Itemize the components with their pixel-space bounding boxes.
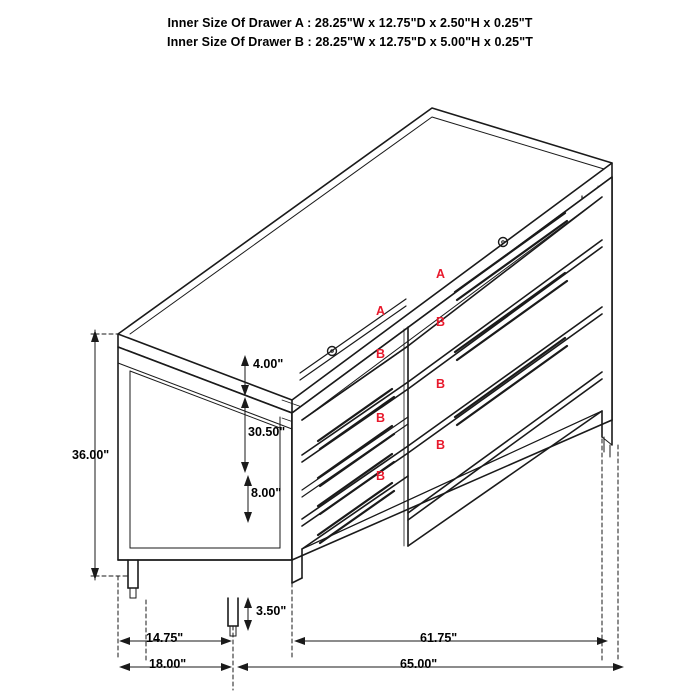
drawer-a-inner-size: Inner Size Of Drawer A : 28.25"W x 12.75"D x 2.50"H x 0.25"T [167,16,533,30]
dimension-top-drawer-face: 4.00" [253,357,284,371]
drawer-marker: B [436,315,446,329]
drawer-marker: B [436,377,446,391]
dimension-leg-height: 3.50" [256,604,287,618]
drawer-marker: B [376,347,386,361]
dimension-width-total: 65.00" [400,657,438,671]
dimension-width-front: 61.75" [420,631,458,645]
dimension-height-total: 36.00" [72,448,110,462]
dimension-depth-total: 18.00" [149,657,187,671]
dimension-depth-side: 14.75" [146,631,184,645]
dimension-drawer-stack: 30.50" [248,425,286,439]
dimension-bottom-drawer-face: 8.00" [251,486,282,500]
drawer-marker: B [436,438,446,452]
drawer-b-inner-size: Inner Size Of Drawer B : 28.25"W x 12.75"D x 5.00"H x 0.25"T [167,35,533,49]
drawer-marker: B [376,411,386,425]
drawer-marker: B [376,469,386,483]
drawer-marker: A [376,304,386,318]
drawer-marker: A [436,267,446,281]
